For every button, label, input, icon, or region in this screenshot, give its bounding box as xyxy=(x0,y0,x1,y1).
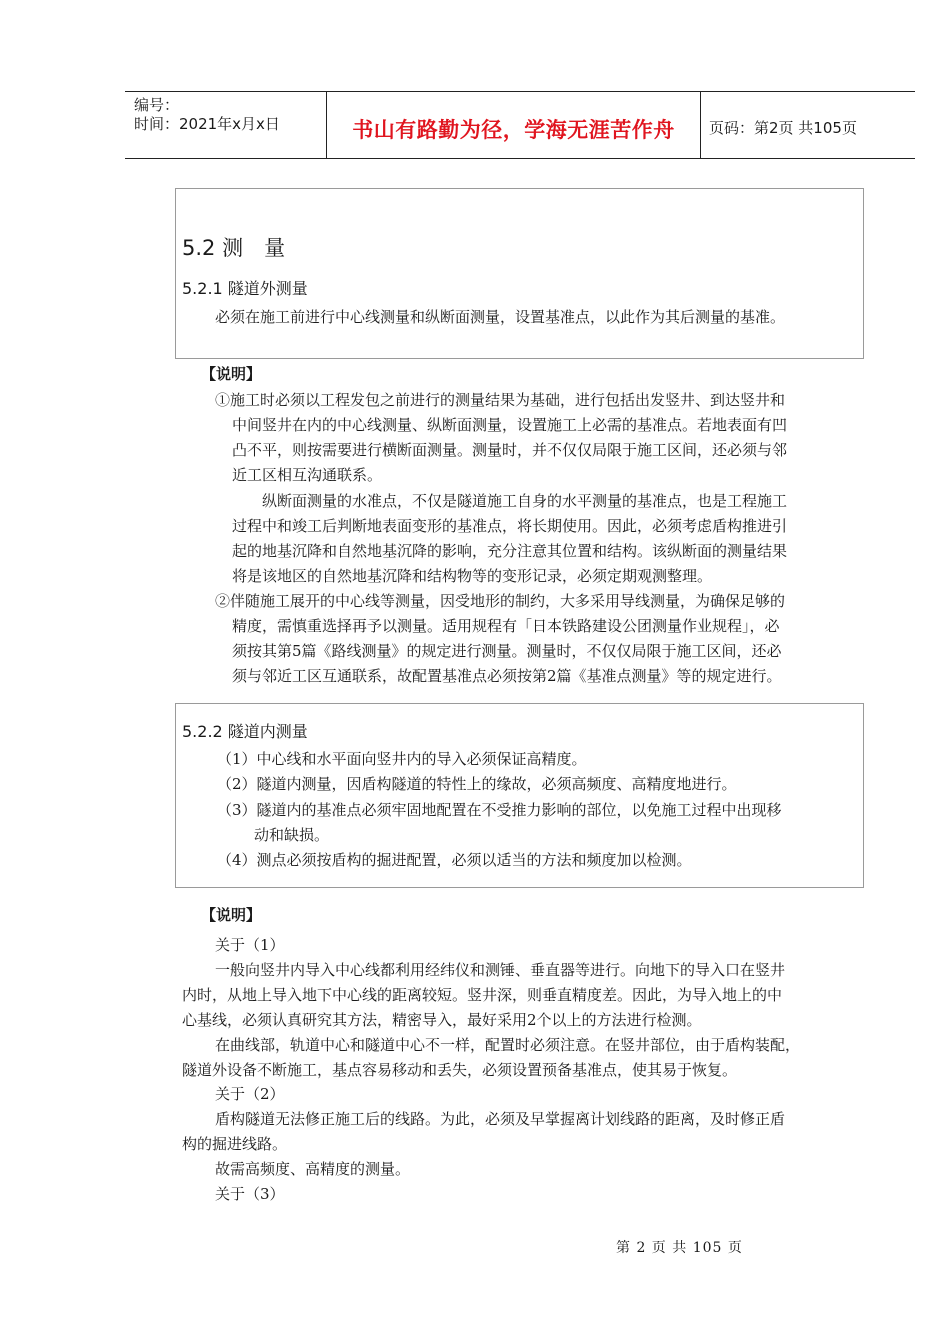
text-line: 凸不平，则按需要进行横断面测量。测量时，并不仅仅局限于施工区间，还必须与邻 xyxy=(232,441,788,459)
doc-time-label: 时间：2021年x月x日 xyxy=(134,115,280,133)
text-line: 隧道外设备不断施工，基点容易移动和丢失，必须设置预备基准点，使其易于恢复。 xyxy=(182,1061,738,1079)
requirement-item: （1）中心线和水平面向竖井内的导入必须保证高精度。 xyxy=(217,750,587,768)
section-title-5-2: 5.2 测 量 xyxy=(182,236,286,260)
header-bottom-rule xyxy=(125,158,915,159)
text-line: 将是该地区的自然地基沉降和结构物等的变形记录，必须定期观测整理。 xyxy=(232,567,713,585)
header-motto: 书山有路勤为径，学海无涯苦作舟 xyxy=(352,118,675,142)
requirement-item: （2）隧道内测量，因盾构隧道的特性上的缘故，必须高频度、高精度地进行。 xyxy=(217,775,737,793)
about-heading: 关于（2） xyxy=(215,1085,285,1103)
requirement-item: （4）测点必须按盾构的掘进配置，必须以适当的方法和频度加以检测。 xyxy=(217,851,692,869)
header-top-rule xyxy=(125,91,915,92)
text-line: 须按其第5篇《路线测量》的规定进行测量。测量时，不仅仅局限于施工区间，还必 xyxy=(232,642,782,660)
header-divider xyxy=(700,91,701,159)
requirement-item: （3）隧道内的基准点必须牢固地配置在不受推力影响的部位，以免施工过程中出现移 xyxy=(217,801,782,819)
text-line: ①施工时必须以工程发包之前进行的测量结果为基础，进行包括出发竖井、到达竖井和 xyxy=(215,391,786,409)
subsection-body-5-2-1: 必须在施工前进行中心线测量和纵断面测量，设置基准点，以此作为其后测量的基准。 xyxy=(215,308,786,326)
text-line: 心基线，必须认真研究其方法，精密导入，最好采用2个以上的方法进行检测。 xyxy=(182,1011,702,1029)
text-line: 须与邻近工区互通联系，故配置基准点必须按第2篇《基准点测量》等的规定进行。 xyxy=(232,667,782,685)
text-line: 中间竖井在内的中心线测量、纵断面测量，设置施工上必需的基准点。若地表面有凹 xyxy=(232,416,788,434)
doc-code-label: 编号： xyxy=(134,96,180,114)
text-line: 纵断面测量的水准点，不仅是隧道施工自身的水平测量的基准点，也是工程施工 xyxy=(262,492,788,510)
section-box-5-2 xyxy=(175,188,864,359)
about-heading: 关于（1） xyxy=(215,936,285,954)
text-line: ②伴随施工展开的中心线等测量，因受地形的制约，大多采用导线测量，为确保足够的 xyxy=(215,592,786,610)
text-line: 构的掘进线路。 xyxy=(182,1135,288,1153)
requirement-item: 动和缺损。 xyxy=(254,826,330,844)
about-heading: 关于（3） xyxy=(215,1185,285,1203)
text-line: 盾构隧道无法修正施工后的线路。为此，必须及早掌握离计划线路的距离，及时修正盾 xyxy=(215,1110,786,1128)
text-line: 近工区相互沟通联系。 xyxy=(232,466,383,484)
header-page-number: 页码：第2页 共105页 xyxy=(709,119,857,137)
text-line: 精度，需慎重选择再予以测量。适用规程有「日本铁路建设公团测量作业规程」，必 xyxy=(232,617,780,635)
note-label: 【说明】 xyxy=(201,365,262,383)
footer-page-number: 第 2 页 共 105 页 xyxy=(616,1240,743,1256)
text-line: 故需高频度、高精度的测量。 xyxy=(215,1160,411,1178)
text-line: 过程中和竣工后判断地表面变形的基准点，将长期使用。因此，必须考虑盾构推进引 xyxy=(232,517,788,535)
note-label: 【说明】 xyxy=(201,906,262,924)
subsection-title-5-2-1: 5.2.1 隧道外测量 xyxy=(182,279,308,298)
text-line: 内时，从地上导入地下中心线的距离较短。竖井深，则垂直精度差。因此，为导入地上的中 xyxy=(182,986,783,1004)
text-line: 一般向竖井内导入中心线都利用经纬仪和测锤、垂直器等进行。向地下的导入口在竖井 xyxy=(215,961,786,979)
text-line: 起的地基沉降和自然地基沉降的影响，充分注意其位置和结构。该纵断面的测量结果 xyxy=(232,542,788,560)
subsection-title-5-2-2: 5.2.2 隧道内测量 xyxy=(182,722,308,741)
text-line: 在曲线部，轨道中心和隧道中心不一样，配置时必须注意。在竖井部位，由于盾构装配， xyxy=(215,1036,801,1054)
